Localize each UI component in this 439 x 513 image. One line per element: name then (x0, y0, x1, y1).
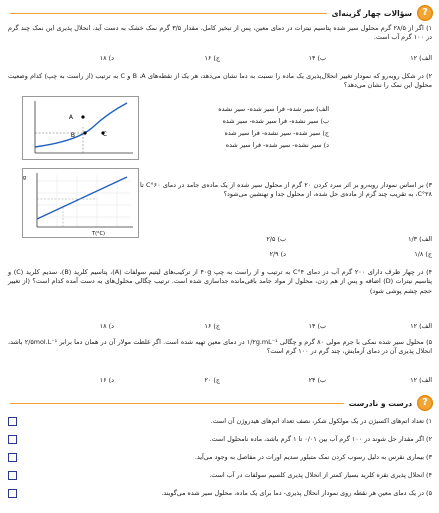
option[interactable]: الف) ۱۲ (410, 54, 432, 62)
question-5-text: ۵) محلول سیر شده نمکی با جرم مولی ۸۰ گرم و چگالی ۱/۲g.mL⁻¹ در دمای معین تهیه شده است. اگر غلظت مولار آن در همان دما برابر ۲/۵mol.L⁻¹ باشد، انحلال پذیری آن در دمای آزمایش، چند گرم در ۱۰۰ گرم است؟ (8, 338, 433, 356)
tf-item (8, 469, 432, 482)
question-5-options (8, 376, 432, 385)
option[interactable]: ب) سیر نشده- فرا سیر شده- سیر شده (222, 117, 329, 125)
mcq-section-title: سؤالات چهار گزینه‌ای (331, 8, 412, 18)
option[interactable]: ب) ۲/۵ (266, 235, 286, 243)
question-mark-icon: ? (417, 395, 433, 411)
section-divider (10, 13, 327, 14)
option[interactable]: ب) ۱۴ (308, 54, 326, 62)
option[interactable]: ب) ۲۴ (308, 376, 326, 384)
question-2-text: ۲) در شکل روبه‌رو که نمودار تغییر انحلال‌پذیری یک ماده را نسبت به دما نشان می‌دهد، هر یک از نقطه‌های B ،A و C به ترتیب (از راست به چپ) کدام وضعیت محلول این نمک را نشان می‌دهد؟ (8, 72, 432, 90)
y-axis-label: g (23, 175, 26, 181)
question-3-text: ۳) بر اساس نمودار روبه‌رو بر اثر سرد کردن ۲۰ گرم از محلول سیر شده از یک ماده‌ی جامد در دمای ۶۰°C تا ۲۸°C، به تقریب چند گرم از ماده‌ی حل شده، از محلول جدا و تهنشین می‌شود؟ (140, 181, 432, 199)
tf-item-text: ۲) اگر مقدار حل شوند در ۱۰۰ گرم آب بین ۰/۰۱ تا ۱ گرم باشد، ماده نامحلول است. (209, 434, 432, 443)
option[interactable]: د) ۲/۹ (269, 250, 286, 258)
solubility-curve-graph (22, 96, 139, 160)
answer-checkbox[interactable] (8, 471, 17, 480)
tf-section-header (6, 394, 433, 412)
tf-item-text: ۱) تعداد اتم‌های اکسیژن در یک مولکول شکر، نصف تعداد اتم‌های هیدروژن آن است. (210, 416, 432, 425)
answer-checkbox[interactable] (8, 489, 17, 498)
option[interactable]: د) ۱۸ (99, 322, 114, 330)
option[interactable]: ج) ۱/۸ (414, 250, 432, 258)
question-3-options-row-2 (140, 250, 432, 259)
point-label: C (102, 131, 107, 138)
section-divider (10, 403, 344, 404)
tf-item (8, 433, 432, 446)
tf-section-title: درست و نادرست (348, 398, 412, 408)
option[interactable]: د) ۱۸ (99, 54, 114, 62)
question-1-text: ۱) اگر از ۲۸/۵ گرم محلول سیر شده پتاسیم نیترات در دمای معین، پس از تبخیر کامل، مقدار ۳/۵ گرم نمک خشک به دست آید، انحلال پذیری این نمک چند گرم در ۱۰۰ گرم آب است. (8, 24, 432, 42)
option[interactable]: ب) ۱۴ (308, 322, 326, 330)
tf-item-text: ۳) بیماری نقرس به دلیل رسوب کردن نمک متبلور سدیم اورات در مفاصل به وجود می‌آید. (194, 452, 432, 461)
answer-checkbox[interactable] (8, 417, 17, 426)
option[interactable]: الف) سیر شده- فرا سیر شده- سیر نشده (218, 105, 329, 113)
answer-checkbox[interactable] (8, 435, 17, 444)
option[interactable]: د) ۱۶ (99, 376, 114, 384)
tf-item (8, 415, 432, 428)
question-1-options (8, 54, 432, 63)
option[interactable]: الف) ۱/۳ (408, 235, 432, 243)
option[interactable]: ج) سیر شده- سیر نشده- فرا سیر شده (224, 129, 329, 137)
mcq-section-header (6, 4, 433, 22)
tf-item (8, 487, 432, 500)
point-label: B (70, 132, 75, 139)
point-label: A (68, 114, 73, 121)
option[interactable]: الف) ۱۲ (410, 322, 432, 330)
tf-item-text: ۴) انحلال پذیری نقره کلرید بسیار کمتر از انحلال پذیری کلسیم سولفات در آب است. (209, 470, 432, 479)
question-2-options (169, 103, 329, 151)
solubility-line-graph (22, 168, 139, 238)
x-axis-label: T(°C) (92, 231, 105, 237)
tf-item-text: ۵) در یک دمای معین هر نقطه روی نمودار انحلال پذیری- دما برای یک ماده، محلول سیر شده می‌گویند. (161, 488, 432, 497)
answer-checkbox[interactable] (8, 453, 17, 462)
option[interactable]: ج) ۱۶ (204, 54, 220, 62)
question-3-options-row-1 (140, 235, 432, 244)
question-4-text: ۴) در چهار ظرف دارای ۲۰۰ گرم آب در دمای ۴°C به ترتیب و از راست به چپ ۴۰g از ترکیب‌های لیتیم سولفات (A)، پتاسیم کلرید (B)، سدیم کلرید (C) و پتاسیم نیترات (D) اضافه و پس از هم زدن، محلول از مواد جامد باقی‌مانده جداسازی شده است. ترتیب چگالی محلول‌های به دست آمده کدام است؟ (از تغییر حجم چشم پوشی شود) (8, 268, 433, 295)
question-4-options (8, 322, 432, 331)
option[interactable]: الف) ۱۲ (410, 376, 432, 384)
tf-item (8, 451, 432, 464)
question-mark-icon: ? (417, 5, 433, 21)
option[interactable]: د) سیر نشده- سیر شده- فرا سیر شده (225, 141, 329, 149)
option[interactable]: ج) ۱۶ (204, 322, 220, 330)
option[interactable]: ج) ۲۰ (204, 376, 220, 384)
